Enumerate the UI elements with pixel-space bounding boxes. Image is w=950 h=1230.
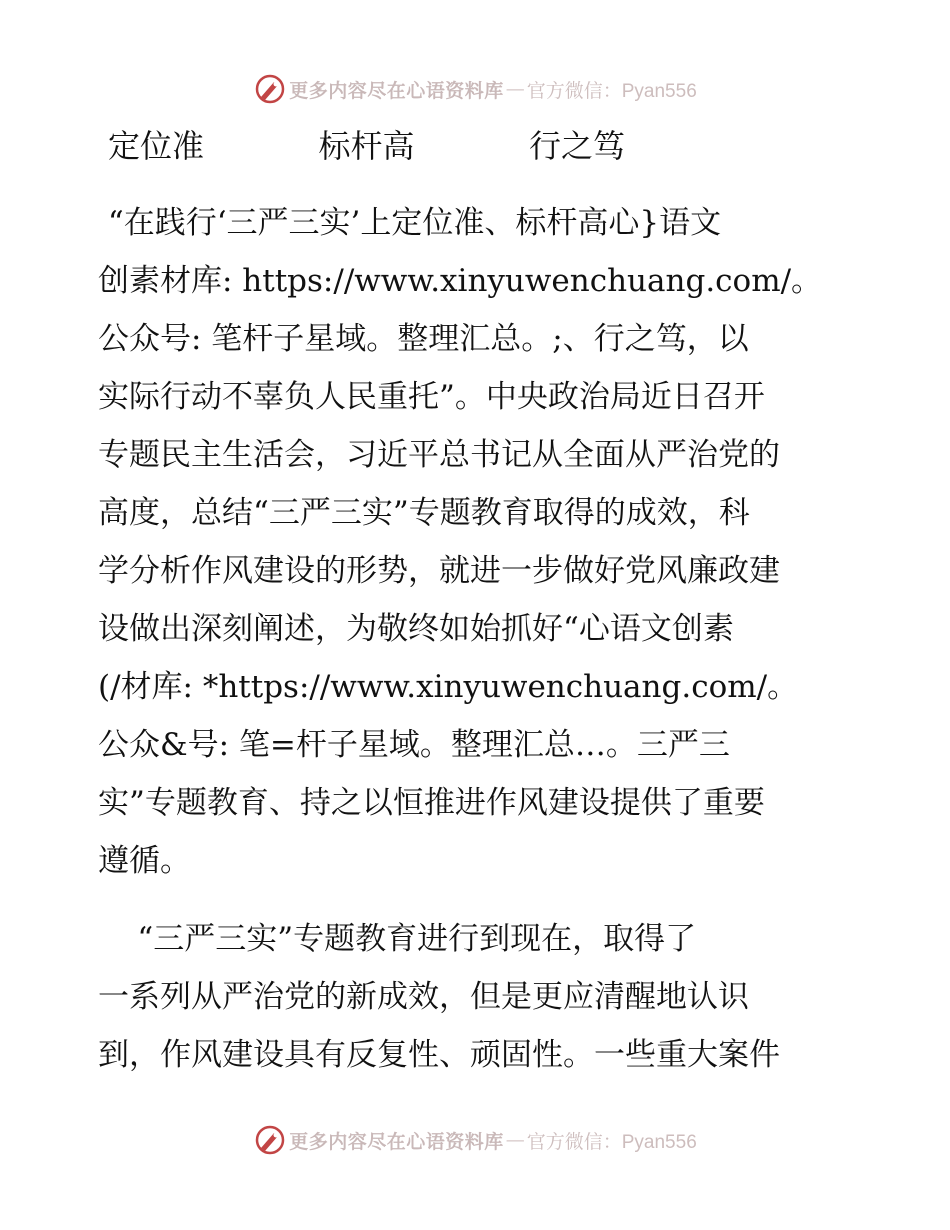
document-title: 定位准 标杆高 行之笃 (108, 127, 626, 165)
text-line: “三严三实”专题教育进行到现在，取得了 (98, 921, 697, 957)
watermark-contact: 官方微信：Pyan556 (526, 80, 697, 102)
watermark-separator: — (505, 78, 525, 100)
text-line: 一系列从严治党的新成效，但是更应清醒地认识 (98, 979, 749, 1015)
header-watermark-banner (0, 72, 950, 106)
text-line: “在践行‘三严三实’上定位准、标杆高心}语文 (98, 205, 722, 241)
text-line: 学分析作风建设的形势，就进一步做好党风廉政建 (98, 553, 780, 589)
text-line: 设做出深刻阐述，为敬终如始抓好“心语文创素 (98, 611, 734, 647)
text-line: 实”专题教育、持之以恒推进作风建设提供了重要 (98, 785, 765, 821)
paragraph-2 (98, 910, 858, 1084)
text-line: 公众号: 笔杆子星域。整理汇总。;、行之笃，以 (98, 321, 749, 357)
text-line: 遵循。 (98, 843, 191, 879)
text-line: 公众&号: 笔=杆子星域。整理汇总…。三严三 (98, 727, 730, 763)
text-line: 高度，总结“三严三实”专题教育取得的成效，科 (98, 495, 750, 531)
text-line: 创素材库: https://www.xinyuwenchuang.com/。 (98, 263, 823, 299)
watermark-separator: — (505, 1129, 525, 1151)
quill-logo-icon (253, 72, 287, 106)
text-line: 实际行动不辜负人民重托”。中央政治局近日召开 (98, 379, 765, 415)
watermark-main-text: 更多内容尽在心语资料库 (289, 1130, 504, 1153)
quill-logo-icon (253, 1123, 287, 1157)
paragraph-1 (98, 194, 858, 890)
footer-watermark-banner (0, 1123, 950, 1157)
text-line: 到，作风建设具有反复性、顽固性。一些重大案件 (98, 1037, 780, 1073)
watermark-contact: 官方微信：Pyan556 (526, 1131, 697, 1153)
watermark-main-text: 更多内容尽在心语资料库 (289, 79, 504, 102)
text-line: 专题民主生活会，习近平总书记从全面从严治党的 (98, 437, 780, 473)
text-line: (/材库: *https://www.xinyuwenchuang.com/。 (98, 669, 799, 705)
